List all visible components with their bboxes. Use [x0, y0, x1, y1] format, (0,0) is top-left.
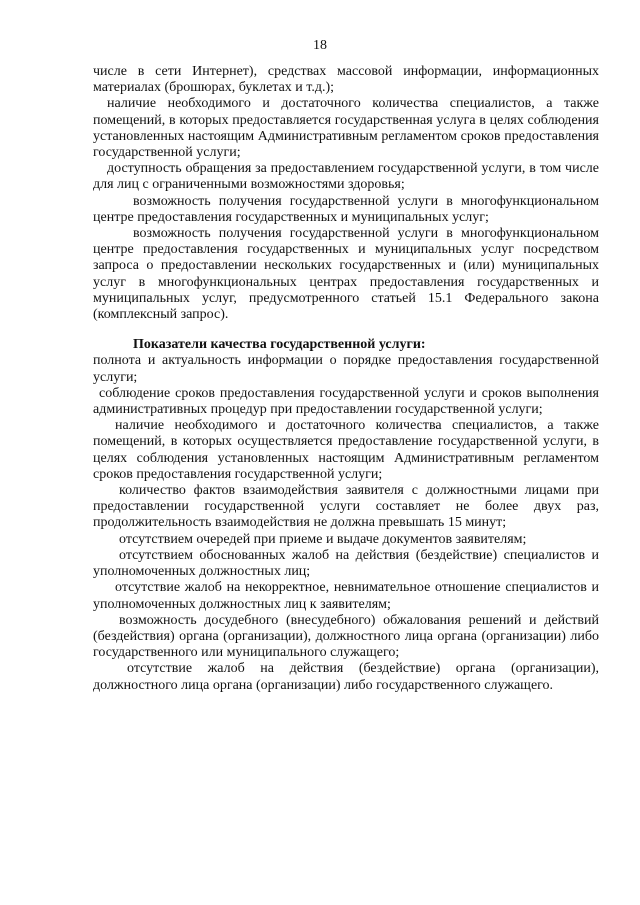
paragraph: числе в сети Интернет), средствах массовой информации, информационных материалах (брошюрах, буклетах и т.д.); — [93, 64, 599, 96]
quality-item: отсутствие жалоб на некорректное, невнимательное отношение специалистов и уполномоченных должностных лиц к заявителям; — [93, 580, 599, 612]
quality-item: соблюдение сроков предоставления государственной услуги и сроков выполнения административных процедур при предоставлении государственной услуги; — [93, 385, 599, 418]
quality-item: возможность досудебного (внесудебного) обжалования решений и действий (бездействия) органа (организации), должностного лица органа (организации) либо государственного или муниципального служащего; — [93, 612, 599, 661]
paragraph: доступность обращения за предоставлением государственной услуги, в том числе для лиц с ограниченными возможностями здоровья; — [93, 161, 599, 193]
quality-item: отсутствием очередей при приеме и выдаче документов заявителям; — [119, 531, 527, 547]
paragraph: возможность получения государственной услуги в многофункциональном центре предоставления государственных и муниципальных услуг посредством запроса о предоставлении нескольких государственных и (или) муниципальных услуг в многофункциональных центрах предоставления государственных и муниципальных услуг, предусмотренного статьей 15.1 Федерального закона (комплексный запрос). — [93, 226, 599, 323]
paragraph: возможность получения государственной услуги в многофункциональном центре предоставления государственных и муниципальных услуг; — [93, 193, 599, 225]
section-heading: Показатели качества государственной услуги: — [133, 337, 426, 353]
quality-item: количество фактов взаимодействия заявителя с должностными лицами при предоставлении государственной услуги составляет не более двух раз, продолжительность взаимодействия не должна превышать 15 минут; — [93, 483, 599, 531]
paragraph: наличие необходимого и достаточного количества специалистов, а также помещений, в которых предоставляется государственная услуга в целях соблюдения установленных настоящим Административным регламентом сроков предоставления государственной услуги; — [93, 96, 599, 161]
quality-item: полнота и актуальность информации о порядке предоставления государственной услуги; — [93, 353, 599, 385]
page-number: 18 — [313, 38, 327, 53]
document-body — [93, 64, 599, 694]
quality-item: наличие необходимого и достаточного количества специалистов, а также помещений, в которых осуществляется предоставление государственной услуги, в целях соблюдения установленных настоящим Административным регламентом сроков предоставления государственной услуги; — [93, 418, 599, 482]
quality-item: отсутствием обоснованных жалоб на действия (бездействие) специалистов и уполномоченных должностных лиц; — [93, 547, 599, 580]
quality-item: отсутствие жалоб на действия (бездействие) органа (организации), должностного лица органа (организации) либо государственного служащего. — [93, 661, 599, 693]
